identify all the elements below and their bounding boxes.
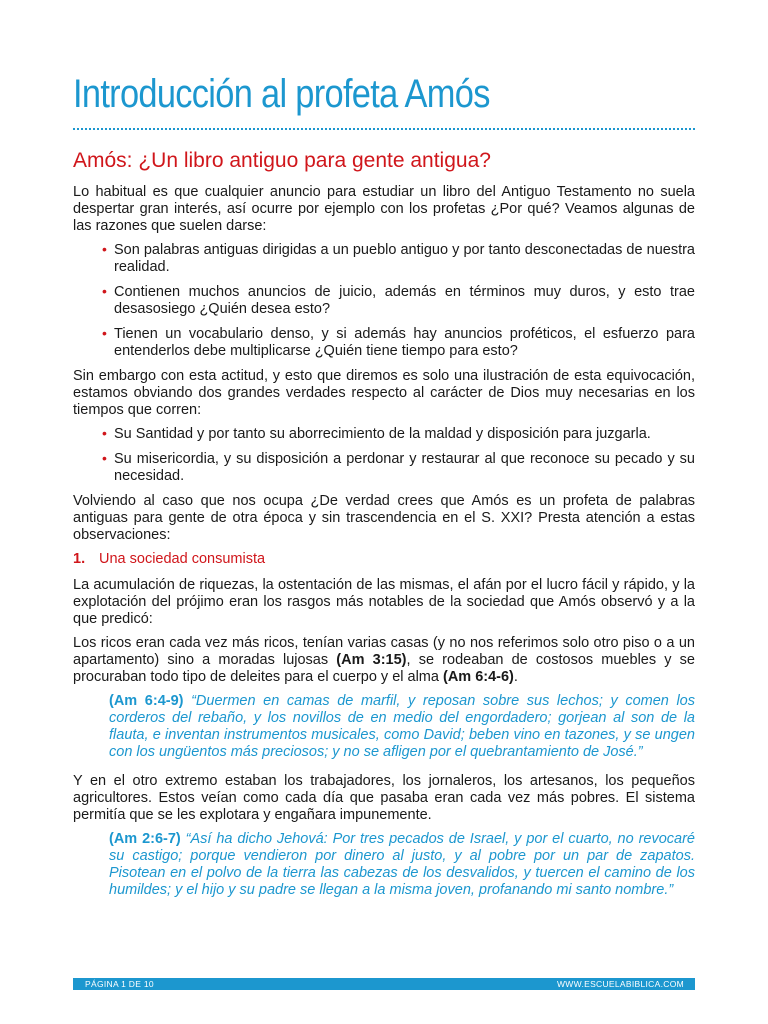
paragraph-society: La acumulación de riquezas, la ostentación de las mismas, el afán por el lucro fácil y rápido, y la explotación del prójimo eran los rasgos más notables de la sociedad que Amós observó y a la que predicó: [73,577,695,627]
list-item [102,426,695,443]
quote-text: “Duermen en camas de marfil, y reposan sobre sus lechos; y comen los corderos del rebaño, y los novillos de en medio del engordadero; gorjean al son de la flauta, e inventan instrumentos musicales, como David; beben vino en tazones, y se ungen con los ungüentos más preciosos; y no se afligen por el quebrantamiento de José.” [109,693,695,760]
page-title: Introducción al profeta Amós [73,72,490,116]
text-run: . [513,669,518,685]
scripture-reference: (Am 3:15) [336,652,407,668]
bullet-icon: • [102,425,107,441]
bullet-icon: • [102,450,107,466]
paragraph-observations: Volviendo al caso que nos ocupa ¿De verdad crees que Amós es un profeta de palabras antiguas para gente de otra época y sin trascendencia en el S. XXI? Presta atención a estas observaciones: [73,493,695,543]
list-item-text: Tienen un vocabulario denso, y si además hay anuncios proféticos, el esfuerzo para entenderlos debe multiplicarse ¿Quién tiene tiempo para esto? [114,326,695,359]
quote-reference: (Am 2:6-7) [109,831,181,847]
reasons-list [73,242,695,360]
website-link[interactable]: WWW.ESCUELABIBLICA.COM [556,979,684,989]
numbered-section-heading [73,551,695,568]
text-run: , se rodeaban de costosos muebles y se procuraban todo tipo de deleites para el cuerpo y el alma [73,652,695,685]
section-title: Una sociedad consumista [99,551,266,567]
scripture-reference: (Am 6:4-6) [442,669,514,685]
scripture-quote [109,831,695,899]
document-body [73,148,695,911]
bullet-icon: • [102,241,107,257]
dotted-divider [73,128,695,130]
paragraph-rich [73,635,695,686]
paragraph-workers: Y en el otro extremo estaban los trabajadores, los jornaleros, los artesanos, los pequeños agricultores. Estos veían como cada día que pasaba eran cada vez más pobres. El sistema permitía que se les explotara y engañara impunemente. [73,773,695,823]
bullet-icon: • [102,283,107,299]
quote-reference: (Am 6:4-9) [109,693,184,709]
list-item-text: Su Santidad y por tanto su aborrecimiento de la maldad y disposición para juzgarla. [114,426,651,442]
text-run: Los ricos eran cada vez más ricos, tenían varias casas (y no nos referimos solo otro piso o a un apartamento) sino a moradas lujosas [73,635,695,668]
list-item [102,242,695,276]
list-item [102,284,695,318]
section-number: 1. [73,551,86,567]
list-item-text: Contienen muchos anuncios de juicio, además en términos muy duros, y esto trae desasosiego ¿Quién desea esto? [114,284,695,317]
quote-text: “Así ha dicho Jehová: Por tres pecados de Israel, y por el cuarto, no revocaré su castigo; porque vendieron por dinero al justo, y al pobre por un par de zapatos. Pisotean en el polvo de la tierra las cabezas de los desvalidos, y tuercen el camino de los humildes; y el hijo y su padre se llegan a la misma joven, profanando mi santo nombre.” [109,831,695,898]
list-item-text: Son palabras antiguas dirigidas a un pueblo antiguo y por tanto desconectadas de nuestra realidad. [114,242,695,275]
list-item-text: Su misericordia, y su disposición a perdonar y restaurar al que reconoce su pecado y su necesidad. [114,451,695,484]
list-item [102,326,695,360]
page-footer [73,978,695,990]
paragraph-truths-intro: Sin embargo con esta actitud, y esto que diremos es solo una ilustración de esta equivocación, estamos obviando dos grandes verdades respecto al carácter de Dios muy necesarias en los tiempos que corren: [73,368,695,418]
intro-paragraph: Lo habitual es que cualquier anuncio para estudiar un libro del Antiguo Testamento no suela despertar gran interés, así ocurre por ejemplo con los profetas ¿Por qué? Veamos algunas de las razones que suelen darse: [73,184,695,234]
bullet-icon: • [102,325,107,341]
truths-list [73,426,695,485]
list-item [102,451,695,485]
scripture-quote [109,693,695,761]
page-number: PÁGINA 1 DE 10 [85,979,154,989]
section-heading: Amós: ¿Un libro antiguo para gente antigua? [73,149,491,172]
